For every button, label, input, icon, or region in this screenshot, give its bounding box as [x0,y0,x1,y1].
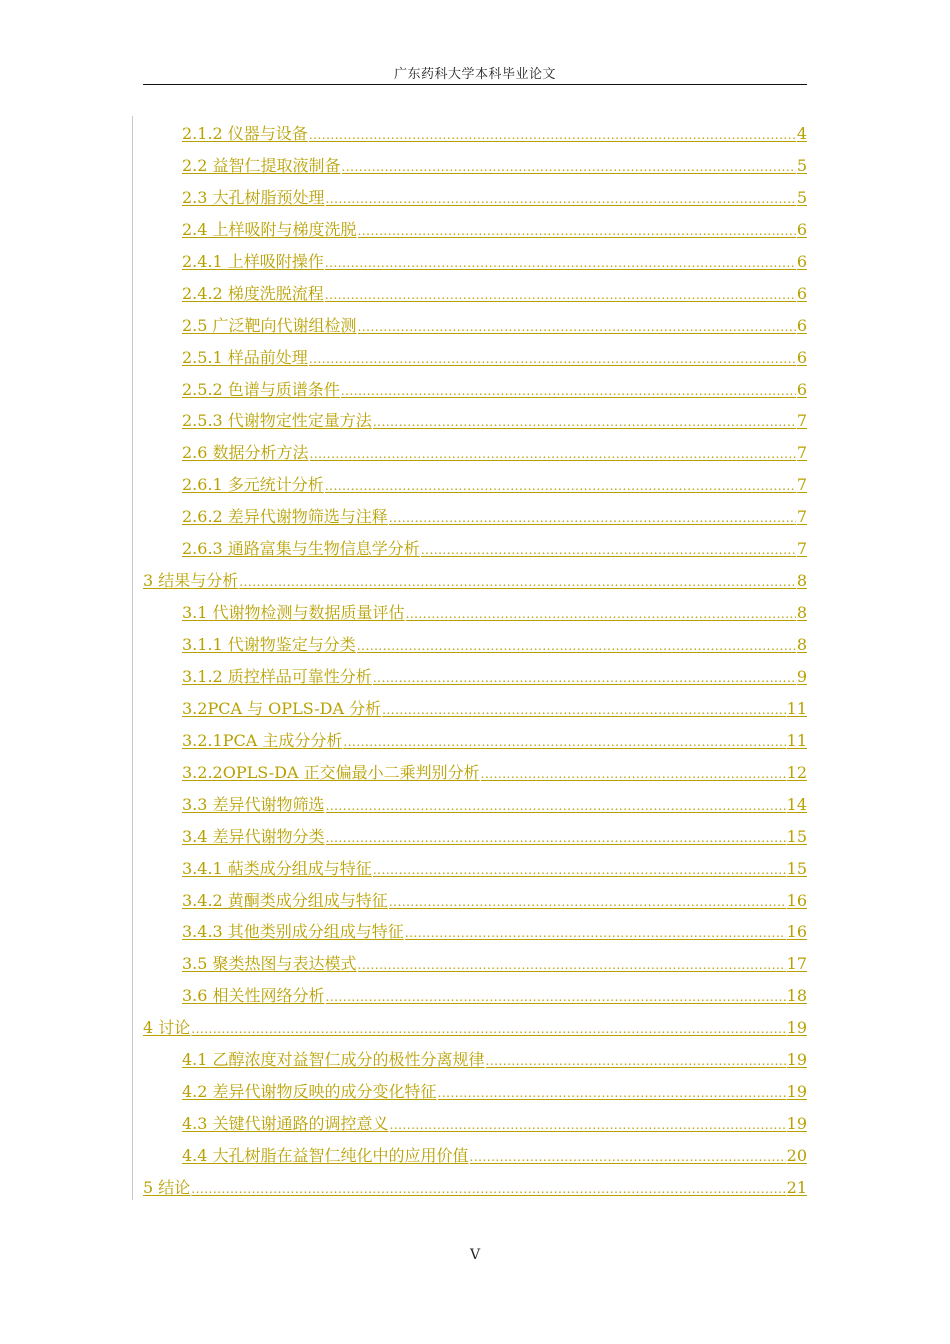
toc-entry[interactable] [182,214,807,246]
toc-entry-page: 11 [786,698,807,718]
toc-entry-label: 2.6 数据分析方法 [182,443,309,463]
toc-entry[interactable] [182,437,807,469]
toc-entry-page: 5 [796,187,807,207]
toc-entry-label: 3.1 代谢物检测与数据质量评估 [182,603,405,623]
toc-entry-page: 6 [796,283,807,303]
toc-entry-page: 5 [796,155,807,175]
toc-entry[interactable] [182,948,807,980]
toc-dot-leader [421,535,796,565]
toc-entry[interactable] [182,118,807,150]
toc-entry-label: 2.1.2 仪器与设备 [182,124,308,143]
toc-dot-leader [405,918,786,948]
toc-dot-leader [326,791,786,821]
toc-entry-page: 9 [796,666,807,686]
toc-dot-leader [357,631,796,661]
toc-entry-page: 16 [786,922,807,942]
toc-entry-label: 2.5.2 色谱与质谱条件 [182,379,340,399]
toc-entry-page: 16 [786,890,807,910]
toc-dot-leader [373,663,796,693]
toc-entry-label: 3.2PCA 与 OPLS-DA 分析 [182,698,382,718]
toc-entry[interactable] [182,405,807,437]
toc-entry-page: 6 [796,251,807,271]
toc-entry-label: 2.3 大孔树脂预处理 [182,187,325,207]
toc-entry-label: 3.1.1 代谢物鉴定与分类 [182,635,356,654]
toc-entry-label: 2.5.1 样品前处理 [182,347,308,367]
toc-entry-label: 2.6.2 差异代谢物筛选与注释 [182,507,388,527]
toc-dot-leader [382,695,786,725]
toc-entry[interactable] [143,1012,807,1044]
toc-entry-label: 3 结果与分析 [143,571,239,591]
toc-entry-page: 7 [796,475,807,495]
toc-dot-leader [389,503,796,533]
toc-entry-label: 2.2 益智仁提取液制备 [182,155,341,175]
toc-entry-label: 3.4.3 其他类别成分组成与特征 [182,922,404,942]
toc-entry-label: 3.4.2 黄酮类成分组成与特征 [182,890,388,910]
toc-entry[interactable] [182,342,807,374]
toc-entry-page: 6 [796,347,807,367]
toc-dot-leader [326,823,786,853]
toc-entry-page: 20 [786,1146,807,1165]
toc-entry-page: 19 [786,1050,807,1070]
toc-entry[interactable] [182,725,807,757]
toc-entry[interactable] [143,1172,807,1204]
header-rule [143,84,807,85]
toc-entry-label: 4 讨论 [143,1018,191,1038]
toc-entry[interactable] [182,469,807,501]
toc-dot-leader [486,1046,786,1076]
toc-entry-page: 7 [796,411,807,431]
toc-entry-page: 15 [786,858,807,878]
toc-entry-page: 7 [796,539,807,559]
toc-entry-page: 11 [786,730,807,750]
toc-entry-page: 19 [786,1082,807,1102]
toc-entry-label: 2.4.2 梯度洗脱流程 [182,283,324,303]
page-number: V [469,1247,481,1263]
toc-entry[interactable] [182,916,807,948]
toc-entry[interactable] [182,853,807,885]
toc-entry[interactable] [182,789,807,821]
toc-entry[interactable] [182,278,807,310]
toc-entry[interactable] [182,885,807,917]
toc-dot-leader [239,567,796,597]
toc-dot-leader [325,248,796,278]
toc-entry-label: 2.5.3 代谢物定性定量方法 [182,411,372,431]
toc-dot-leader [406,599,796,629]
toc-entry[interactable] [182,757,807,789]
toc-entry-page: 19 [786,1018,807,1038]
toc-entry[interactable] [182,374,807,406]
toc-dot-leader [481,759,786,789]
toc-entry[interactable] [182,821,807,853]
toc-entry[interactable] [182,246,807,278]
toc-dot-leader [310,439,796,469]
toc-entry-label: 2.4 上样吸附与梯度洗脱 [182,219,357,239]
table-of-contents [0,118,950,1204]
toc-entry[interactable] [143,565,807,597]
toc-dot-leader [470,1142,786,1172]
toc-dot-leader [343,727,785,757]
toc-dot-leader [325,471,796,501]
toc-entry-label: 3.2.2OPLS-DA 正交偏最小二乘判别分析 [182,762,480,782]
toc-entry-label: 2.4.1 上样吸附操作 [182,251,324,271]
toc-entry-label: 3.3 差异代谢物筛选 [182,794,325,814]
toc-dot-leader [309,344,796,374]
toc-dot-leader [373,855,786,885]
toc-entry-label: 3.6 相关性网络分析 [182,986,325,1006]
toc-dot-leader [191,1014,785,1044]
toc-entry[interactable] [182,310,807,342]
toc-entry[interactable] [182,661,807,693]
toc-entry-page: 8 [796,603,807,623]
toc-entry[interactable] [182,597,807,629]
toc-entry[interactable] [182,1044,807,1076]
toc-entry-label: 3.5 聚类热图与表达模式 [182,954,357,974]
toc-entry-page: 17 [786,954,807,974]
toc-dot-leader [358,312,796,342]
toc-dot-leader [390,1110,786,1140]
toc-entry-label: 2.6.3 通路富集与生物信息学分析 [182,539,420,559]
toc-entry-page: 19 [786,1114,807,1134]
toc-entry-page: 6 [796,379,807,399]
toc-entry[interactable] [182,629,807,661]
toc-dot-leader [326,184,796,214]
toc-entry[interactable] [182,1108,807,1140]
toc-entry-page: 7 [796,443,807,463]
toc-dot-leader [309,120,796,150]
toc-entry[interactable] [182,182,807,214]
toc-entry-page: 18 [786,986,807,1006]
toc-entry-page: 6 [796,315,807,335]
toc-entry-label: 5 结论 [143,1177,191,1197]
toc-dot-leader [373,407,796,437]
toc-entry-page: 15 [786,826,807,846]
toc-entry[interactable] [182,1076,807,1108]
page-header: 广东药科大学本科毕业论文 [393,67,556,82]
toc-entry-label: 3.4 差异代谢物分类 [182,826,325,846]
toc-entry-page: 21 [786,1177,807,1197]
toc-entry-page: 8 [796,571,807,591]
toc-entry-label: 4.2 差异代谢物反映的成分变化特征 [182,1082,437,1102]
toc-dot-leader [191,1174,785,1204]
toc-entry-label: 2.6.1 多元统计分析 [182,475,324,495]
toc-entry[interactable] [182,693,807,725]
toc-entry-label: 3.1.2 质控样品可靠性分析 [182,666,372,686]
toc-entry[interactable] [182,1140,807,1172]
toc-entry[interactable] [182,533,807,565]
toc-dot-leader [326,982,786,1012]
toc-entry-page: 14 [786,794,807,814]
toc-entry-label: 4.1 乙醇浓度对益智仁成分的极性分离规律 [182,1050,485,1070]
toc-entry[interactable] [182,150,807,182]
toc-dot-leader [325,280,796,310]
toc-entry-label: 4.3 关键代谢通路的调控意义 [182,1114,389,1134]
toc-dot-leader [358,216,796,246]
toc-entry-page: 8 [796,635,807,654]
toc-entry-label: 3.2.1PCA 主成分分析 [182,730,343,750]
toc-entry-page: 12 [786,762,807,782]
toc-dot-leader [342,152,796,182]
toc-dot-leader [389,887,786,917]
toc-dot-leader [341,376,796,406]
toc-entry[interactable] [182,980,807,1012]
toc-entry-label: 4.4 大孔树脂在益智仁纯化中的应用价值 [182,1146,469,1165]
toc-entry-page: 4 [796,124,807,143]
toc-entry-label: 2.5 广泛靶向代谢组检测 [182,315,357,335]
toc-entry-page: 7 [796,507,807,527]
toc-entry[interactable] [182,501,807,533]
toc-entry-page: 6 [796,219,807,239]
toc-entry-label: 3.4.1 萜类成分组成与特征 [182,858,372,878]
toc-dot-leader [358,950,786,980]
toc-dot-leader [438,1078,786,1108]
